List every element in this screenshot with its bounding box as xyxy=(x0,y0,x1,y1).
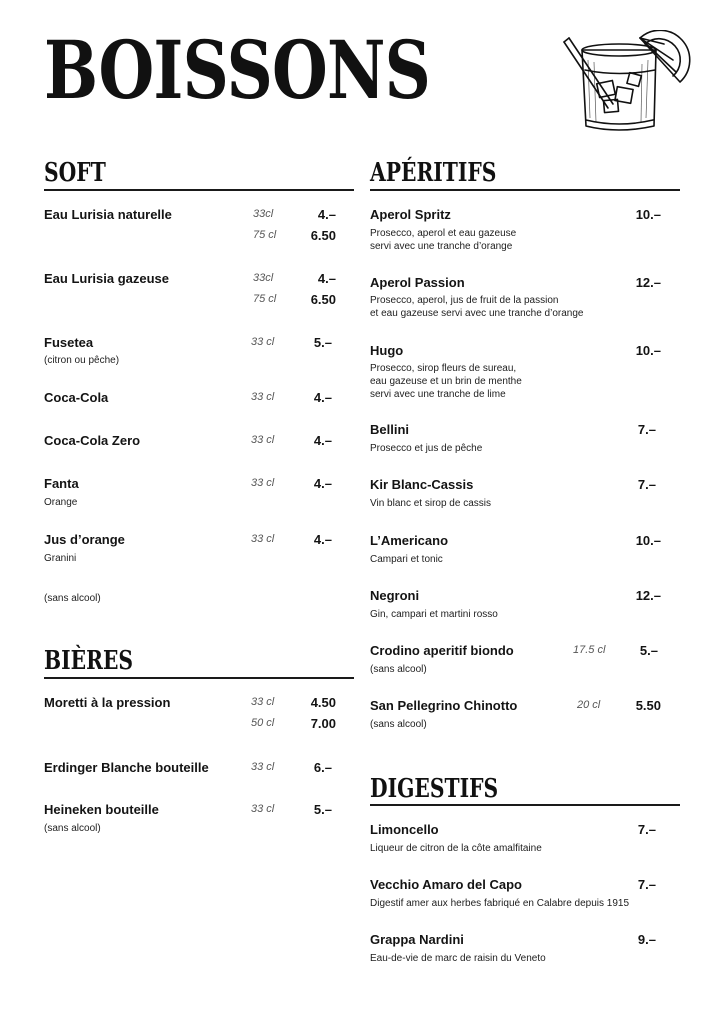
item-description: Prosecco, sirop fleurs de sureau, xyxy=(370,363,517,374)
item-price: 7.00 xyxy=(310,716,336,731)
item-price: 10.– xyxy=(635,343,661,358)
item-volume: 20 cl xyxy=(577,699,601,711)
item-price: 5.– xyxy=(313,802,332,817)
item-price: 4.– xyxy=(317,207,336,222)
section-heading-digestifs: DIGESTIFS xyxy=(370,774,499,804)
item-name: Hugo xyxy=(370,343,404,358)
item-description: Digestif amer aux herbes fabriqué en Calabre depuis 1915 xyxy=(370,898,630,909)
item-name: San Pellegrino Chinotto xyxy=(370,698,518,713)
item-price: 5.– xyxy=(639,643,658,658)
section-divider xyxy=(44,189,354,191)
item-volume: 75 cl xyxy=(253,229,277,241)
section-note: (sans alcool) xyxy=(44,593,101,604)
item-volume: 33 cl xyxy=(251,533,275,545)
item-volume: 33 cl xyxy=(251,803,275,815)
item-volume: 75 cl xyxy=(253,293,277,305)
item-name: Fusetea xyxy=(44,335,94,350)
item-description: (sans alcool) xyxy=(370,719,427,730)
item-price: 4.– xyxy=(313,433,332,448)
item-volume: 50 cl xyxy=(251,717,275,729)
item-price: 6.– xyxy=(313,760,332,775)
item-price: 4.– xyxy=(313,532,332,547)
item-description: Orange xyxy=(44,497,78,508)
section-heading-aperitifs: APÉRITIFS xyxy=(370,158,497,188)
item-price: 10.– xyxy=(635,533,661,548)
item-name: Negroni xyxy=(370,588,420,603)
item-volume: 33 cl xyxy=(251,761,275,773)
item-name: Vecchio Amaro del Capo xyxy=(370,877,522,892)
item-price: 7.– xyxy=(637,422,656,437)
item-description: Granini xyxy=(44,553,77,564)
item-description: et eau gazeuse servi avec une tranche d’orange xyxy=(370,307,584,319)
item-description: Prosecco, aperol et eau gazeuse xyxy=(370,228,517,239)
item-description: Prosecco, aperol, jus de fruit de la passion xyxy=(370,295,559,306)
item-price: 7.– xyxy=(637,477,656,492)
item-name: Fanta xyxy=(44,476,79,491)
item-volume: 33cl xyxy=(253,208,274,220)
item-price: 4.– xyxy=(313,476,332,491)
section-divider xyxy=(370,189,680,191)
item-description: Gin, campari et martini rosso xyxy=(370,609,498,620)
item-volume: 17.5 cl xyxy=(573,644,606,656)
item-volume: 33 cl xyxy=(251,477,275,489)
item-price: 12.– xyxy=(635,275,661,290)
item-description: Campari et tonic xyxy=(370,554,443,565)
section-heading-bieres: BIÈRES xyxy=(44,646,134,676)
item-name: Crodino aperitif biondo xyxy=(370,643,514,658)
item-description: servi avec une tranche de lime xyxy=(370,388,506,400)
item-name: Moretti à la pression xyxy=(44,695,171,710)
item-price: 5.50 xyxy=(635,698,661,713)
item-volume: 33 cl xyxy=(251,696,275,708)
section-divider xyxy=(370,804,680,806)
item-name: Grappa Nardini xyxy=(370,932,464,947)
item-price: 4.50 xyxy=(310,695,336,710)
item-description: Prosecco et jus de pêche xyxy=(370,443,483,454)
item-description: Vin blanc et sirop de cassis xyxy=(370,498,491,509)
item-price: 7.– xyxy=(637,877,656,892)
item-name: L’Americano xyxy=(370,533,449,548)
item-name: Heineken bouteille xyxy=(44,802,159,817)
item-name: Limoncello xyxy=(370,822,439,837)
item-price: 4.– xyxy=(313,390,332,405)
item-price: 4.– xyxy=(317,271,336,286)
item-description: Eau-de-vie de marc de raisin du Veneto xyxy=(370,953,546,964)
item-name: Eau Lurisia naturelle xyxy=(44,207,172,222)
item-description: servi avec une tranche d’orange xyxy=(370,240,513,252)
item-price: 6.50 xyxy=(310,292,336,307)
item-description: eau gazeuse et un brin de menthe xyxy=(370,375,522,387)
item-price: 5.– xyxy=(313,335,332,350)
section-heading-soft: SOFT xyxy=(44,158,106,188)
item-volume: 33 cl xyxy=(251,391,275,403)
item-name: Aperol Passion xyxy=(370,275,465,290)
cocktail-glass-icon xyxy=(556,30,691,140)
item-price: 10.– xyxy=(635,207,661,222)
item-name: Erdinger Blanche bouteille xyxy=(44,760,209,775)
item-volume: 33 cl xyxy=(251,434,275,446)
item-description: (citron ou pêche) xyxy=(44,355,120,366)
item-name: Eau Lurisia gazeuse xyxy=(44,271,169,286)
item-name: Jus d’orange xyxy=(44,532,125,547)
item-description: (sans alcool) xyxy=(370,664,427,675)
item-name: Aperol Spritz xyxy=(370,207,451,222)
item-price: 7.– xyxy=(637,822,656,837)
item-description: (sans alcool) xyxy=(44,823,101,834)
item-volume: 33cl xyxy=(253,272,274,284)
item-price: 9.– xyxy=(637,932,656,947)
item-name: Coca-Cola Zero xyxy=(44,433,141,448)
item-description: Liqueur de citron de la côte amalfitaine xyxy=(370,843,542,854)
item-name: Kir Blanc-Cassis xyxy=(370,477,474,492)
item-price: 6.50 xyxy=(310,228,336,243)
item-name: Bellini xyxy=(370,422,410,437)
item-price: 12.– xyxy=(635,588,661,603)
item-name: Coca-Cola xyxy=(44,390,109,405)
page-title: BOISSONS xyxy=(44,23,431,117)
item-volume: 33 cl xyxy=(251,336,275,348)
section-divider xyxy=(44,677,354,679)
